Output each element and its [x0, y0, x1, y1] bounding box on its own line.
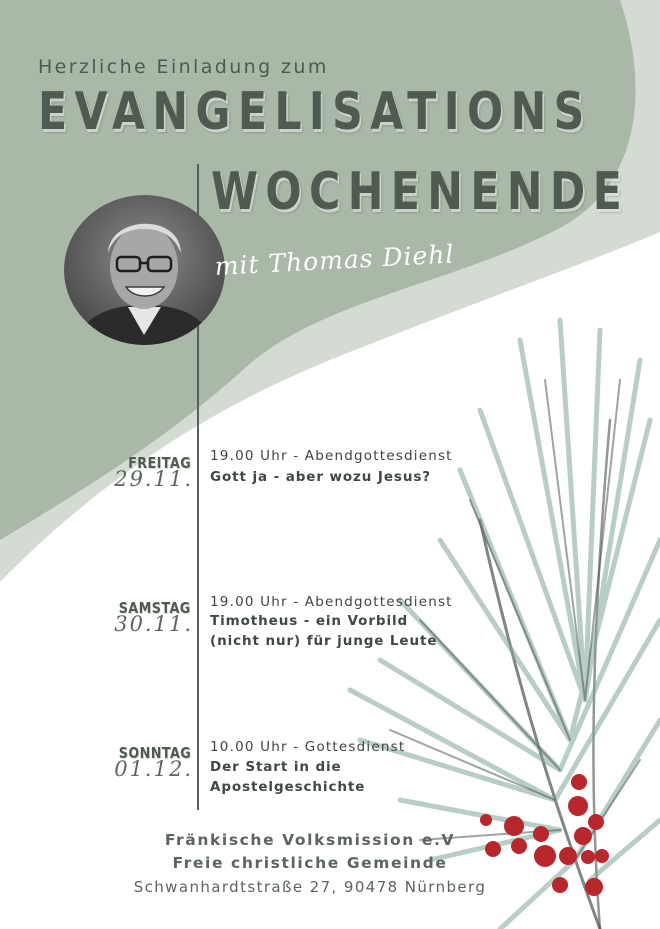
event-day-saturday: SAMSTAG	[119, 599, 191, 617]
speaker-portrait-icon	[64, 195, 225, 345]
event-time-sunday: 10.00 Uhr - Gottesdienst	[210, 739, 406, 755]
footer-church: Freie christliche Gemeinde	[172, 854, 448, 872]
speaker-name: mit Thomas Diehl	[214, 239, 456, 281]
event-title-saturday-line2: (nicht nur) für junge Leute	[210, 633, 438, 649]
event-title-sunday: Der Start in die	[210, 759, 342, 775]
event-day-sunday: SONNTAG	[118, 744, 191, 762]
event-time-saturday: 19.00 Uhr - Abendgottesdienst	[210, 594, 453, 610]
headline-evangelisations: EVANGELISATIONS	[38, 82, 592, 142]
intro-text: Herzliche Einladung zum	[38, 56, 329, 78]
headline-wochenende: WOCHENENDE	[211, 162, 630, 222]
event-title-sunday-line2: Apostelgeschichte	[210, 779, 366, 795]
event-date-friday: 29.11.	[114, 467, 193, 491]
event-title-friday: Gott ja - aber wozu Jesus?	[210, 469, 431, 485]
footer-organization: Fränkische Volksmission e.V	[164, 831, 456, 849]
footer-address: Schwanhardtstraße 27, 90478 Nürnberg	[133, 878, 487, 896]
event-time-friday: 19.00 Uhr - Abendgottesdienst	[210, 448, 453, 464]
event-title-saturday: Timotheus - ein Vorbild	[210, 613, 409, 629]
event-day-friday: FREITAG	[127, 454, 191, 472]
event-date-saturday: 30.11.	[114, 612, 193, 636]
event-date-sunday: 01.12.	[114, 757, 193, 781]
